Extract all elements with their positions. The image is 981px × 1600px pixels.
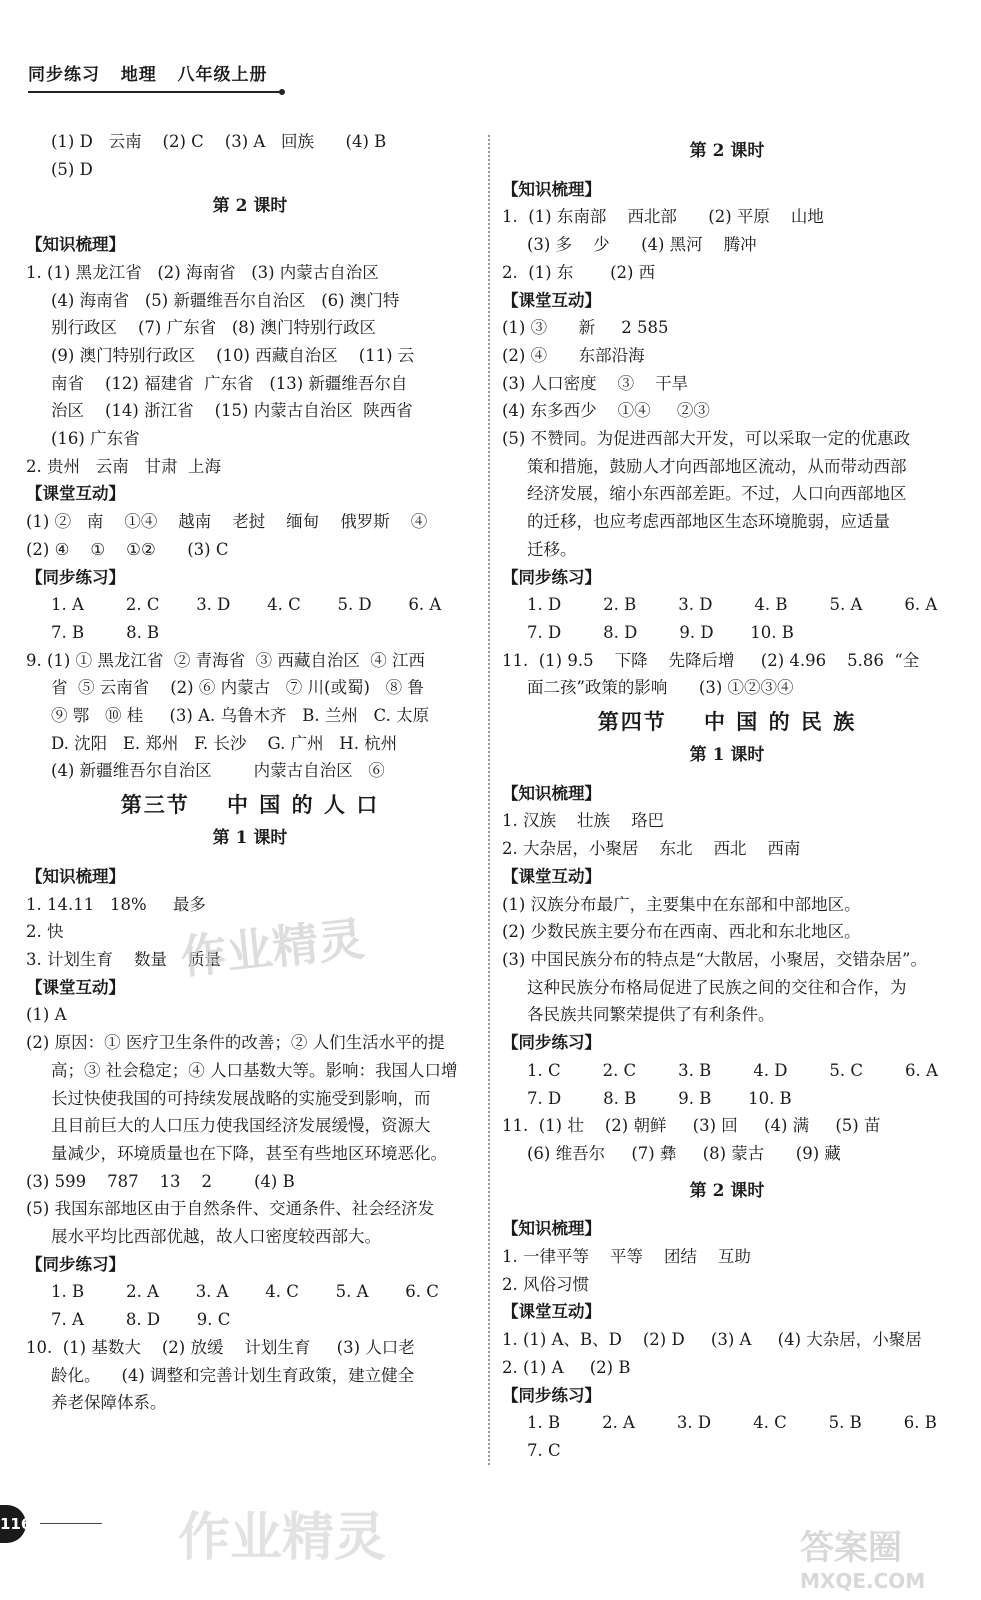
section-label: 【课堂互动】: [502, 866, 601, 886]
section-label: 【知识梳理】: [502, 783, 601, 803]
footer-rule: [40, 1523, 102, 1524]
section-label: 【同步练习】: [502, 1033, 601, 1053]
answer-line: 7. D 8. D 9. D 10. B: [527, 622, 794, 642]
lesson-title: 第 1 课时: [689, 745, 765, 766]
watermark-site-name: 答案圈: [800, 1528, 902, 1568]
answer-line: 龄化。 (4) 调整和完善计划生育政策，建立健全: [51, 1365, 415, 1385]
answer-line: 1. 14.11 18% 最多: [26, 894, 206, 914]
right-column: [502, 128, 952, 1465]
answer-line: [26, 853, 474, 863]
answer-line: 1. 一律平等 平等 团结 互助: [502, 1247, 751, 1267]
answer-line: (2) 少数民族主要分布在西南、西北和东北地区。: [502, 922, 861, 942]
section-title: 第三节 中 国 的 人 口: [120, 792, 380, 818]
answer-line: 7. C: [527, 1440, 561, 1460]
answer-line: [502, 1168, 952, 1178]
answer-line: 1. A 2. C 3. D 4. C 5. D 6. A: [51, 595, 442, 615]
answer-line: (3) 人口密度 ③ 干旱: [502, 373, 689, 393]
column-divider: [488, 135, 490, 1465]
answer-line: 别行政区 (7) 广东省 (8) 澳门特别行政区: [51, 318, 376, 338]
section-label: 【同步练习】: [502, 567, 601, 587]
watermark-site: [800, 1520, 925, 1593]
answer-line: 11. (1) 9.5 下降 先降后增 (2) 4.96 5.86 “全: [502, 650, 920, 670]
answer-line: (1) 汉族分布最广，主要集中在东部和中部地区。: [502, 894, 861, 914]
answer-line: (1) A: [26, 1005, 67, 1025]
lesson-title: 第 2 课时: [212, 196, 288, 217]
answer-line: (3) 中国民族分布的特点是“大散居，小聚居，交错杂居”。: [502, 949, 927, 969]
watermark-domain: MXQE.COM: [800, 1569, 926, 1593]
answer-line: 1. D 2. B 3. D 4. B 5. A 6. A: [527, 595, 938, 615]
answer-line: (4) 海南省 (5) 新疆维吾尔自治区 (6) 澳门特: [51, 290, 400, 310]
answer-line: 3. 计划生育 数量 质量: [26, 949, 221, 969]
answer-line: 南省 (12) 福建省 广东省 (13) 新疆维吾尔自: [51, 373, 408, 393]
answer-line: 策和措施，鼓励人才向西部地区流动，从而带动西部: [527, 456, 907, 476]
section-label: 【知识梳理】: [26, 866, 125, 886]
answer-line: 2. 快: [26, 922, 64, 942]
answer-line: (9) 澳门特别行政区 (10) 西藏自治区 (11) 云: [51, 345, 415, 365]
left-column: [26, 128, 474, 1417]
answer-line: (1) ③ 新 2 585: [502, 318, 669, 338]
answer-line: 2. (1) A (2) B: [502, 1357, 631, 1377]
answer-line: 1. (1) 东南部 西北部 (2) 平原 山地: [502, 207, 824, 227]
answer-line: 1. 汉族 壮族 珞巴: [502, 811, 664, 831]
section-label: 【同步练习】: [502, 1385, 601, 1405]
watermark-text: 作业精灵: [177, 911, 367, 985]
header-dot: [279, 89, 285, 95]
answer-line: 10. (1) 基数大 (2) 放缓 计划生育 (3) 人口老: [26, 1337, 415, 1357]
answer-line: 2. (1) 东 (2) 西: [502, 262, 656, 282]
answer-line: (3) 599 787 13 2 (4) B: [26, 1171, 295, 1191]
lesson-title: 第 2 课时: [689, 141, 765, 161]
answer-line: 且目前巨大的人口压力使我国经济发展缓慢，资源大: [51, 1116, 431, 1136]
page-number: 116: [0, 1505, 26, 1543]
answer-line: 7. B 8. B: [51, 622, 160, 642]
answer-line: 长过快使我国的可持续发展战略的实施受到影响，而: [51, 1088, 431, 1108]
answer-line: (5) D: [51, 159, 93, 179]
answer-line: 2. 风俗习惯: [502, 1274, 589, 1294]
answer-line: 7. D 8. B 9. B 10. B: [527, 1088, 792, 1108]
answer-line: 这种民族分布格局促进了民族之间的交往和合作，为: [527, 977, 907, 997]
section-label: 【知识梳理】: [502, 1219, 601, 1239]
answer-line: [26, 183, 474, 193]
answer-line: (16) 广东省: [51, 429, 140, 449]
answer-line: (5) 不赞同。为促进西部大开发，可以采取一定的优惠政: [502, 429, 911, 449]
answer-line: (2) ④ ① ①② (3) C: [26, 539, 229, 559]
answer-line: [502, 1205, 952, 1215]
answer-line: 高；③ 社会稳定；④ 人口基数大等。影响：我国人口增: [51, 1060, 458, 1080]
answer-line: [502, 128, 952, 138]
answer-line: 迁移。: [527, 539, 577, 559]
answer-line: (4) 新疆维吾尔自治区 内蒙古自治区 ⑥: [51, 761, 385, 781]
section-label: 【知识梳理】: [26, 235, 125, 255]
answer-line: 1. (1) A、B、D (2) D (3) A (4) 大杂居，小聚居: [502, 1330, 922, 1350]
answer-line: 省 ⑤ 云南省 (2) ⑥ 内蒙古 ⑦ 川(或蜀) ⑧ 鲁: [51, 678, 424, 698]
answer-line: 9. (1) ① 黑龙江省 ② 青海省 ③ 西藏自治区 ④ 江西: [26, 650, 426, 670]
answer-line: 展水平均比西部优越，故人口密度较西部大。: [51, 1227, 381, 1247]
answer-line: 1. (1) 黑龙江省 (2) 海南省 (3) 内蒙古自治区: [26, 262, 379, 282]
answer-line: 2. 大杂居，小聚居 东北 西北 西南: [502, 839, 801, 859]
answer-line: 的迁移，也应考虑西部地区生态环境脆弱，应适量: [527, 512, 890, 532]
answer-line: 1. B 2. A 3. A 4. C 5. A 6. C: [51, 1282, 439, 1302]
answer-line: 11. (1) 壮 (2) 朝鲜 (3) 回 (4) 满 (5) 苗: [502, 1116, 881, 1136]
answer-line: 治区 (14) 浙江省 (15) 内蒙古自治区 陕西省: [51, 401, 413, 421]
answer-line: 养老保障体系。: [51, 1393, 167, 1413]
section-title: 第四节 中 国 的 民 族: [597, 709, 857, 735]
answer-line: (3) 多 少 (4) 黑河 腾冲: [527, 235, 757, 255]
section-label: 【课堂互动】: [502, 1302, 601, 1322]
answer-line: 面二孩”政策的影响 (3) ①②③④: [527, 678, 794, 698]
answer-line: 量减少，环境质量也在下降，甚至有些地区环境恶化。: [51, 1143, 447, 1163]
section-label: 【同步练习】: [26, 567, 125, 587]
answer-line: 7. A 8. D 9. C: [51, 1310, 231, 1330]
answer-line: (2) ④ 东部沿海: [502, 345, 645, 365]
answer-line: 经济发展，缩小东西部差距。不过，人口向西部地区: [527, 484, 907, 504]
watermark-text-bottom: 作业精灵: [178, 1508, 387, 1568]
answer-line: 各民族共同繁荣提供了有利条件。: [527, 1005, 775, 1025]
page-header: 同步练习 地理 八年级上册: [28, 65, 268, 85]
lesson-title: 第 1 课时: [212, 828, 288, 849]
lesson-title: 第 2 课时: [689, 1180, 765, 1201]
answer-line: 2. 贵州 云南 甘肃 上海: [26, 456, 221, 476]
answer-line: [502, 166, 952, 176]
answer-line: ⑨ 鄂 ⑩ 桂 (3) A. 乌鲁木齐 B. 兰州 C. 太原: [51, 706, 430, 726]
answer-line: 1. C 2. C 3. B 4. D 5. C 6. A: [527, 1060, 938, 1080]
section-label: 【同步练习】: [26, 1254, 125, 1274]
answer-line: 1. B 2. A 3. D 4. C 5. B 6. B: [527, 1413, 937, 1433]
answer-line: (5) 我国东部地区由于自然条件、交通条件、社会经济发: [26, 1199, 435, 1219]
section-label: 【课堂互动】: [26, 977, 125, 997]
answer-line: (4) 东多西少 ①④ ②③: [502, 401, 710, 421]
header-rule: [28, 91, 283, 93]
answer-line: [26, 221, 474, 231]
answer-line: (6) 维吾尔 (7) 彝 (8) 蒙古 (9) 藏: [527, 1143, 841, 1163]
answer-line: [502, 770, 952, 780]
answer-line: (2) 原因：① 医疗卫生条件的改善；② 人们生活水平的提: [26, 1033, 445, 1053]
answer-line: (1) D 云南 (2) C (3) A 回族 (4) B: [51, 132, 387, 151]
section-label: 【知识梳理】: [502, 179, 601, 199]
answer-line: D. 沈阳 E. 郑州 F. 长沙 G. 广州 H. 杭州: [51, 733, 398, 753]
answer-line: (1) ② 南 ①④ 越南 老挝 缅甸 俄罗斯 ④: [26, 512, 428, 532]
section-label: 【课堂互动】: [26, 484, 125, 504]
section-label: 【课堂互动】: [502, 290, 601, 310]
